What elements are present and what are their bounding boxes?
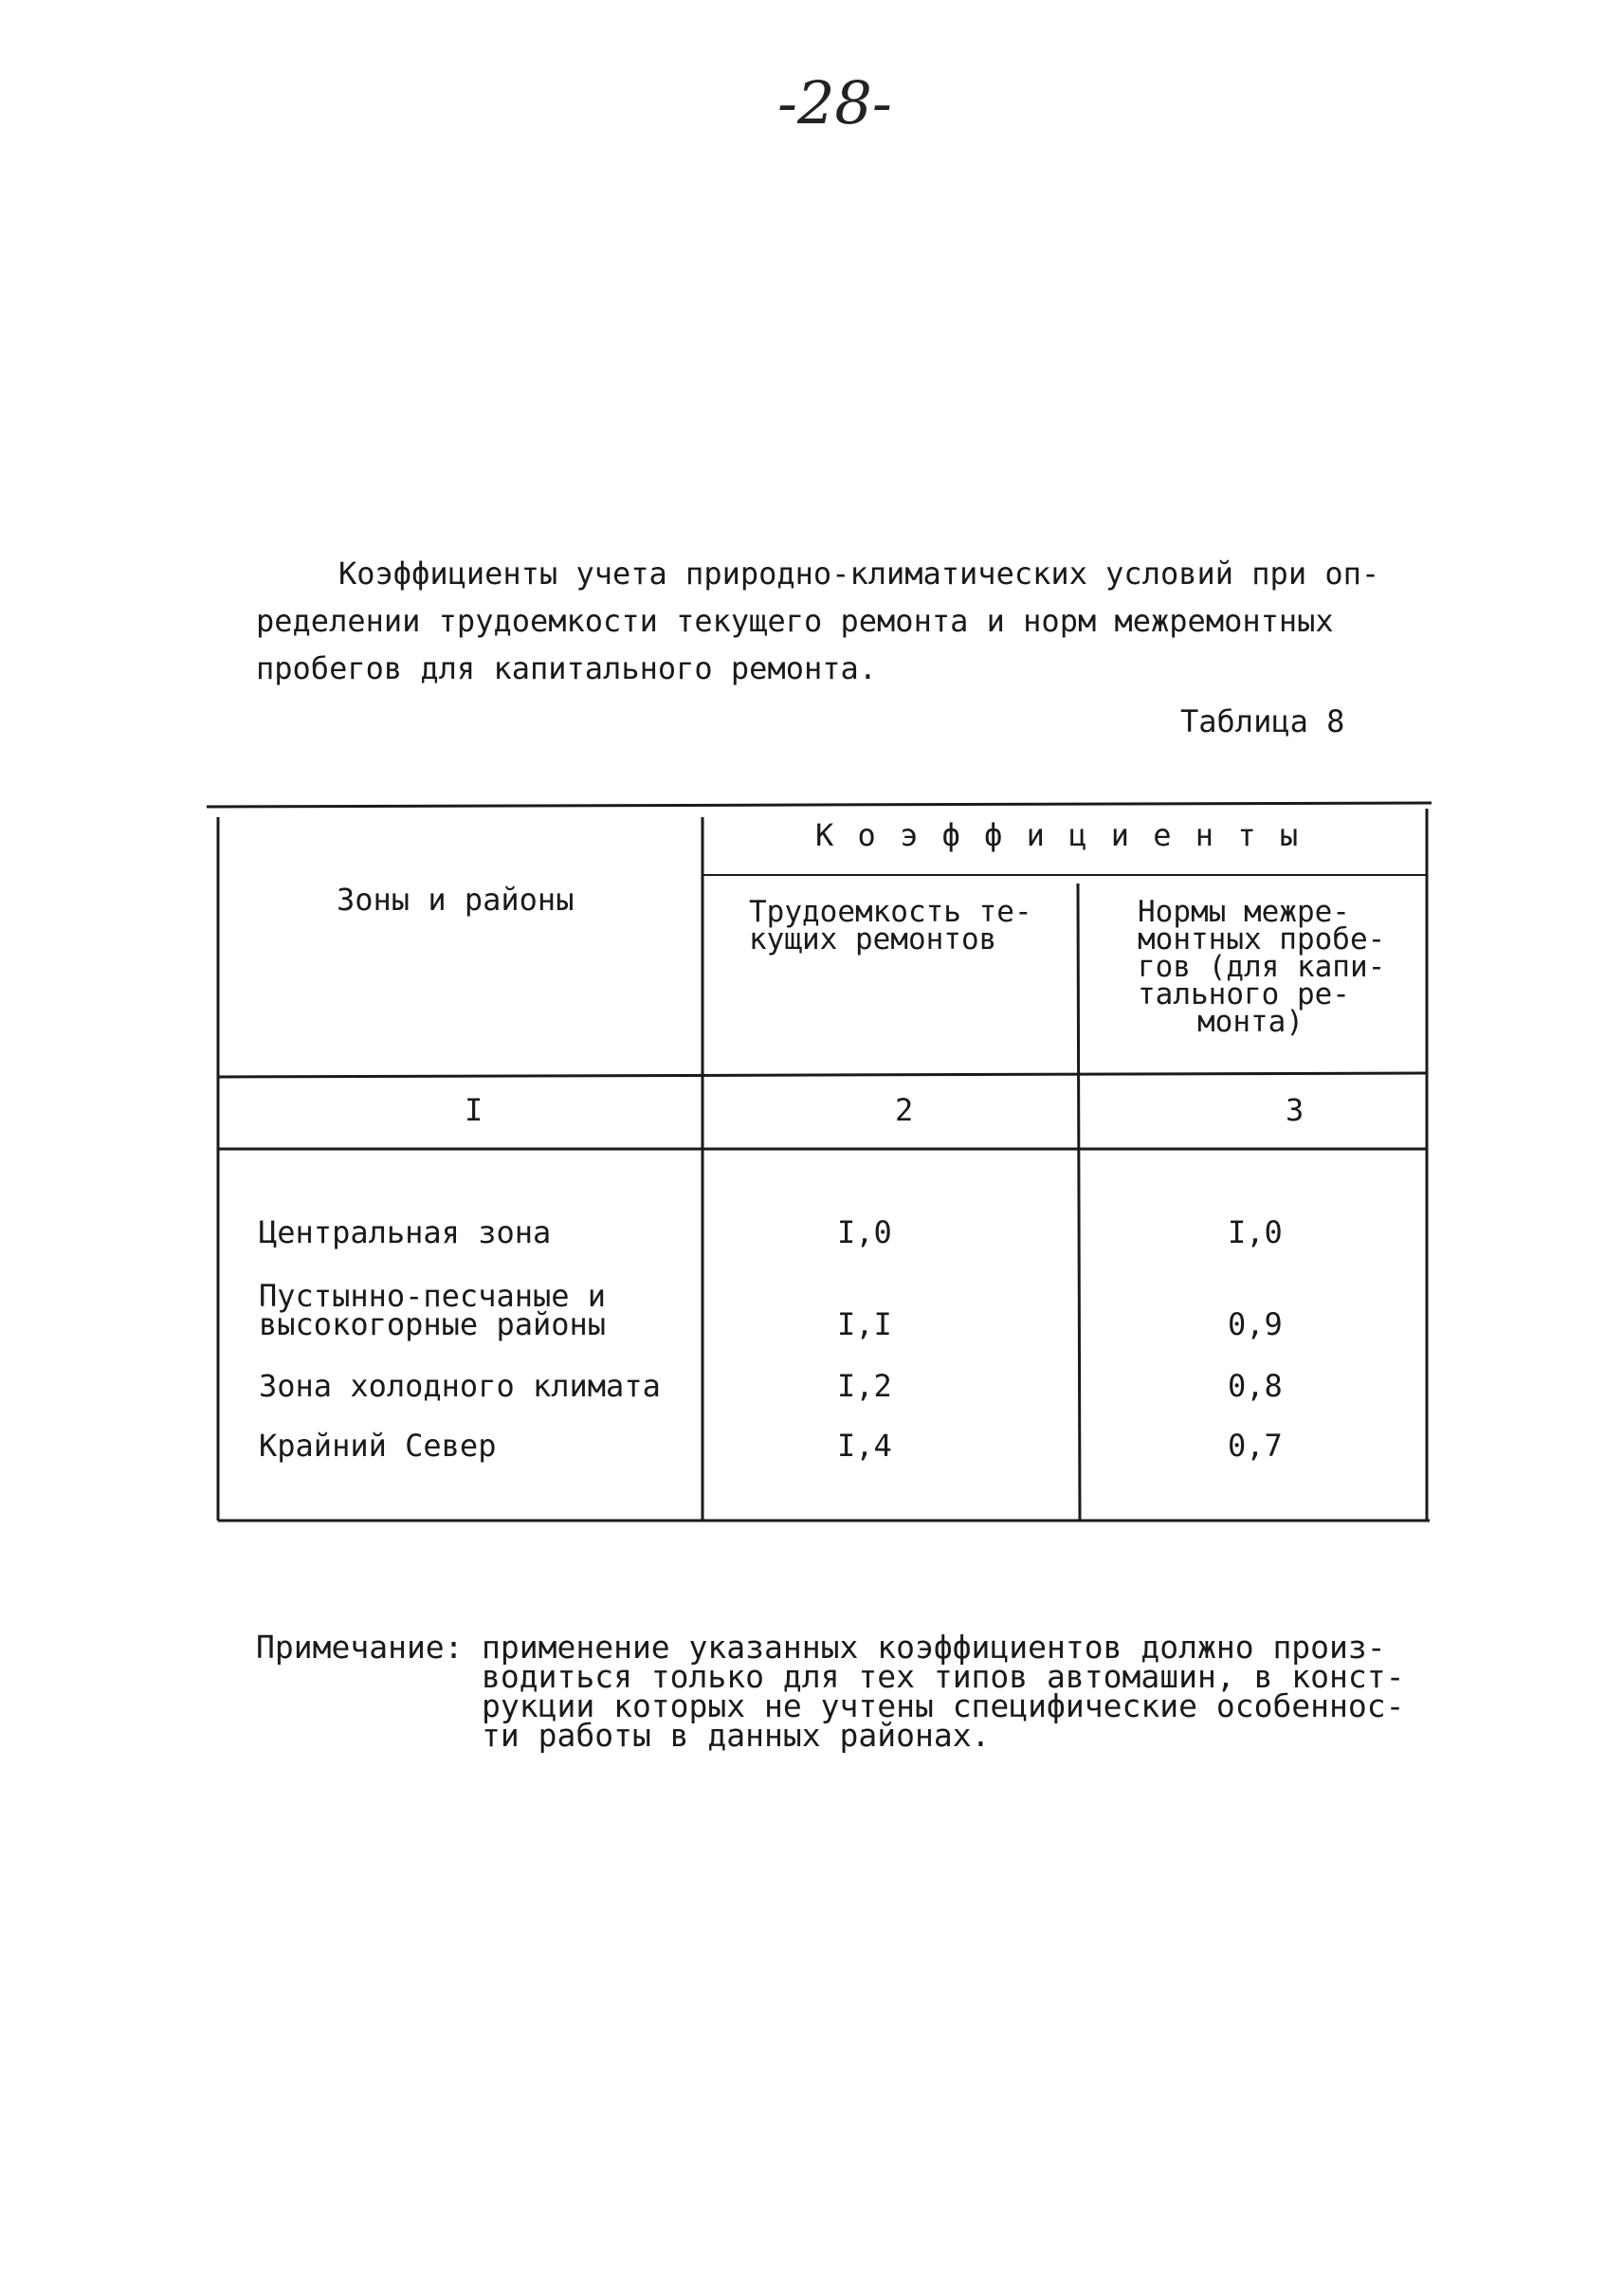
note-line-1: применение указанных коэффициентов должно произ- [482,1629,1386,1666]
row-4-zone: Крайний Север [259,1428,497,1464]
header-mileage-line-5: монта) [1197,1005,1304,1039]
row-3-labor: I,2 [837,1368,892,1404]
header-mileage-line-1: Нормы межре- [1138,895,1350,929]
page-number: -28- [777,68,892,137]
header-coefficients: К о э ф ф и ц и е н т ы [815,817,1302,853]
row-4-labor: I,4 [837,1428,892,1464]
table-top-rule [207,803,1432,807]
row-3-mileage: 0,8 [1228,1368,1283,1404]
header-labor-line-2: кущих ремонтов [749,922,997,957]
note-line-4: ти работы в данных районах. [482,1717,991,1754]
column-number-1: I [465,1092,484,1128]
row-2-zone-line-2: высокогорные районы [259,1306,607,1342]
col-divider-2 [1078,884,1080,1522]
row-4-mileage: 0,7 [1228,1428,1283,1464]
row-2-labor: I,I [837,1306,892,1342]
note-line-2: водиться только для тех типов автомашин, в конст- [482,1658,1405,1695]
header-mileage-line-2: монтных пробе- [1138,922,1386,957]
header-mileage-line-4: тального ре- [1138,977,1350,1011]
header-mileage-line-3: гов (для капи- [1138,950,1386,984]
row-2-zone-line-1: Пустынно-песчаные и [259,1278,607,1314]
intro-line-2: ределении трудоемкости текущего ремонта и норм межремонтных [256,603,1334,639]
table-caption: Таблица 8 [1180,703,1345,739]
row-1-zone: Центральная зона [259,1214,552,1250]
intro-line-1: Коэффициенты учета природно-климатических условий при оп- [338,556,1380,592]
header-zones: Зоны и районы [337,882,575,918]
column-number-3: 3 [1286,1092,1305,1128]
header-bottom-rule [218,1073,1427,1077]
row-3-zone: Зона холодного климата [259,1368,661,1404]
row-1-labor: I,0 [837,1214,892,1250]
row-1-mileage: I,0 [1228,1214,1283,1250]
intro-line-3: пробегов для капитального ремонта. [256,650,878,686]
row-2-mileage: 0,9 [1228,1306,1283,1342]
note-label: Примечание: [256,1629,464,1666]
header-labor-line-1: Трудоемкость те- [749,895,1032,929]
column-number-2: 2 [895,1092,914,1128]
note-line-3: рукции которых не учтены специфические особеннос- [482,1687,1405,1724]
